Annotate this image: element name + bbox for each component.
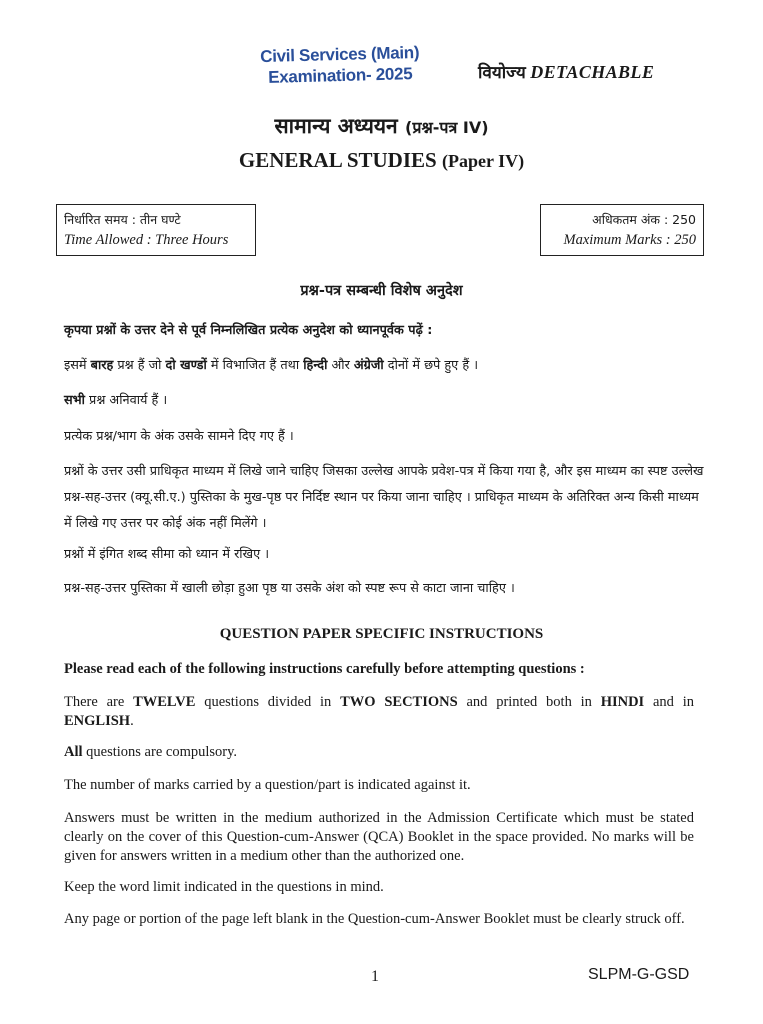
stamp-line-1: Civil Services (Main) — [259, 42, 420, 67]
title-english-sub: (Paper IV) — [441, 151, 525, 171]
text-fragment: प्रश्न हैं जो — [113, 358, 166, 373]
english-instruction-4: Answers must be written in the medium authorized in the Admission Certificate which must be stated clearly on the cover of this Question-cum-Answer (QCA) Booklet in the space provided. No marks will be given for answers written in a medium other than the authorized one. — [64, 810, 694, 864]
title-english-main: GENERAL STUDIES — [238, 148, 437, 172]
english-instruction-2 — [64, 743, 694, 762]
hindi-instruction-1 — [64, 353, 704, 379]
text-fragment: questions are compulsory. — [82, 744, 238, 760]
hindi-instruction-6: प्रश्न-सह-उत्तर पुस्तिका में खाली छोड़ा हुआ पृष्ठ या उसके अंश को स्पष्ट रूप से काटा जाना चाहिए । — [64, 581, 515, 596]
english-instruction-5: Keep the word limit indicated in the questions in mind. — [64, 879, 384, 895]
english-all: All — [64, 744, 83, 760]
detachable-hindi: वियोज्य — [478, 63, 526, 83]
text-fragment: There are — [64, 694, 134, 710]
stamp-line-2: Examination- 2025 — [267, 64, 413, 87]
english-instruction-1 — [64, 693, 694, 731]
maximum-marks-box — [540, 204, 704, 256]
hindi-instruction-5: प्रश्नों में इंगित शब्द सीमा को ध्यान में रखिए । — [64, 547, 270, 562]
text-fragment: and printed both in — [457, 694, 601, 710]
maximum-marks-hindi: अधिकतम अंक : 250 — [592, 212, 696, 227]
hindi-all: सभी — [64, 393, 85, 408]
text-fragment: में विभाजित हैं तथा — [206, 358, 304, 373]
exam-stamp — [254, 42, 425, 88]
english-word-hindi: HINDI — [600, 694, 645, 710]
hindi-instructions-heading: प्रश्न-पत्र सम्बन्धी विशेष अनुदेश — [300, 283, 463, 299]
text-fragment: इसमें — [64, 358, 91, 373]
text-fragment: और — [327, 358, 354, 373]
detachable-label — [478, 60, 654, 83]
english-instructions-intro: Please read each of the following instructions carefully before attempting questions : — [64, 661, 585, 677]
hindi-instruction-4: प्रश्नों के उत्तर उसी प्राधिकृत माध्यम में लिखे जाने चाहिए जिसका उल्लेख आपके प्रवेश-पत्र में किया गया है, और इस माध्यम का स्पष्ट उल्लेख प्रश्न-सह-उत्तर (क्यू.सी.ए.) पुस्तिका के मुख-पृष्ठ पर निर्दिष्ट स्थान पर किया जाना चाहिए । प्राधिकृत माध्यम के अतिरिक्त अन्य किसी माध्यम में लिखे गए उत्तर पर कोई अंक नहीं मिलेंगे । — [64, 464, 704, 531]
detachable-english: DETACHABLE — [530, 62, 655, 82]
time-allowed-hindi: निर्धारित समय : तीन घण्टे — [64, 212, 181, 227]
english-instructions-heading: QUESTION PAPER SPECIFIC INSTRUCTIONS — [219, 626, 544, 642]
maximum-marks-english: Maximum Marks : 250 — [563, 232, 696, 248]
english-two-sections: TWO SECTIONS — [340, 694, 458, 710]
hindi-instruction-2 — [64, 388, 704, 414]
text-fragment: दोनों में छपे हुए हैं । — [383, 358, 479, 373]
english-twelve: TWELVE — [133, 694, 196, 710]
title-hindi-sub: (प्रश्न-पत्र IV) — [405, 118, 489, 137]
english-instruction-6: Any page or portion of the page left blank in the Question-cum-Answer Booklet must be clearly struck off. — [64, 911, 685, 927]
text-fragment: questions divided in — [195, 694, 341, 710]
time-allowed-english: Time Allowed : Three Hours — [64, 232, 229, 248]
page-number: 1 — [371, 968, 379, 985]
time-allowed-box — [56, 204, 256, 256]
hindi-twelve: बारह — [90, 358, 114, 373]
english-word-english: ENGLISH — [64, 713, 131, 729]
hindi-word-hindi: हिन्दी — [303, 358, 328, 373]
hindi-instruction-3: प्रत्येक प्रश्न/भाग के अंक उसके सामने दिए गए हैं । — [64, 429, 294, 444]
text-fragment: and in — [644, 694, 694, 710]
title-hindi — [0, 112, 763, 140]
paper-code: SLPM-G-GSD — [588, 966, 690, 983]
text-fragment: . — [130, 713, 134, 729]
title-english — [0, 148, 763, 173]
english-instruction-3: The number of marks carried by a question/part is indicated against it. — [64, 777, 471, 793]
title-hindi-main: सामान्य अध्ययन — [274, 114, 398, 138]
hindi-instructions-intro: कृपया प्रश्नों के उत्तर देने से पूर्व निम्नलिखित प्रत्येक अनुदेश को ध्यानपूर्वक पढ़ें : — [64, 323, 433, 338]
hindi-two-sections: दो खण्डों — [165, 358, 207, 373]
hindi-word-english: अंग्रेजी — [353, 358, 384, 373]
text-fragment: प्रश्न अनिवार्य हैं । — [84, 393, 168, 408]
